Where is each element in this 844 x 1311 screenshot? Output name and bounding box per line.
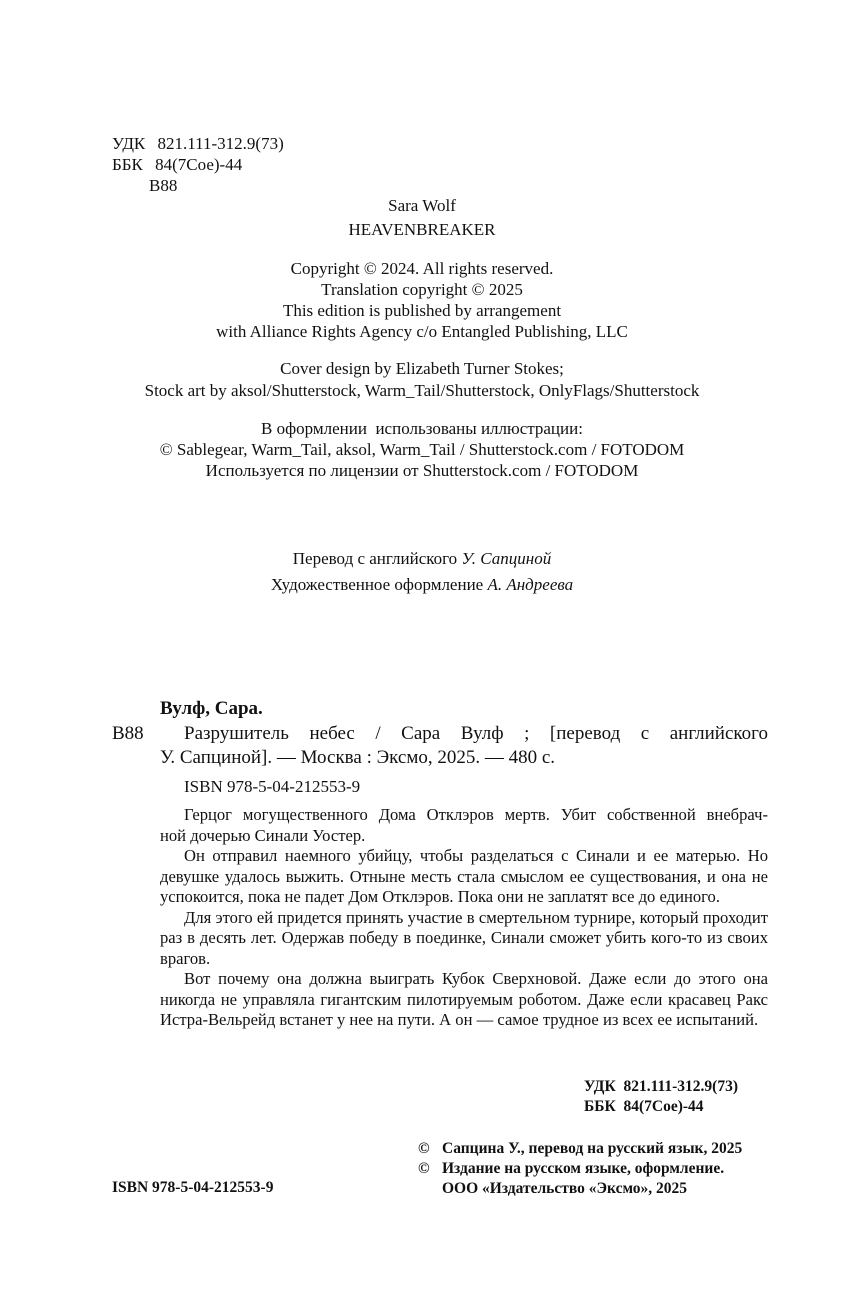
designer-name: А. Андреева — [487, 575, 574, 594]
catalog-entry-line2: У. Сапциной]. — Москва : Эксмо, 2025. — 480 с. — [160, 747, 556, 768]
original-author: Sara Wolf — [388, 196, 456, 215]
annotation-line: ной дочерью Синали Уостер. — [160, 825, 366, 845]
rights-line: Copyright © 2024. All rights reserved. — [290, 259, 554, 278]
footer-copyright-row — [418, 1159, 742, 1179]
catalog-heading: Вулф, Сара. — [160, 698, 263, 719]
rights-line: This edition is published by arrangement — [282, 301, 562, 320]
udk-row — [112, 133, 284, 154]
annotation-line: Герцог могущественного Дома Отклэров мертв. Убит собственной внебрач- — [184, 805, 768, 824]
annotation-paragraph: Он отправил наемного убийцу, чтобы разделаться с Синали и ее матерью. Но девушке удалось выжить. Отныне месть стала смыслом ее существования, и она не успокоится, пока не падет Дом Отклэров. Пока они не заплатят все до единого. — [160, 846, 768, 906]
bbk-row — [112, 154, 284, 175]
udk-label: УДК — [112, 134, 146, 153]
rights-block — [0, 258, 844, 342]
annotation — [160, 805, 768, 1031]
cover-block — [0, 358, 844, 401]
cover-line: Stock art by aksol/Shutterstock, Warm_Tail/Shutterstock, OnlyFlags/Shutterstock — [144, 381, 700, 400]
annotation-paragraph — [160, 805, 768, 846]
bbk-label: ББК — [112, 155, 143, 174]
translation-credit — [0, 548, 844, 569]
footer-copyright-row — [418, 1179, 742, 1199]
design-credit — [0, 574, 844, 595]
copyright-symbol: © — [418, 1160, 430, 1177]
copyright-text: Издание на русском языке, оформление. — [442, 1160, 725, 1177]
author-sign-text: В88 — [149, 176, 178, 195]
original-title: HEAVENBREAKER — [348, 220, 496, 239]
footer-bbk: ББК 84(7Сое)-44 — [584, 1098, 704, 1115]
footer-classification — [584, 1077, 738, 1117]
copyright-text: Сапцина У., перевод на русский язык, 2025 — [442, 1140, 743, 1157]
illustrations-block — [0, 418, 844, 481]
footer-udk: УДК 821.111-312.9(73) — [584, 1078, 738, 1095]
design-prefix: Художественное оформление — [270, 575, 488, 594]
author-sign — [112, 175, 284, 196]
footer-isbn: ISBN 978-5-04-212553-9 — [112, 1179, 274, 1196]
annotation-paragraph: Для этого ей придется принять участие в смертельном турнире, который проходит раз в десять лет. Одержав победу в поединке, Синали сможет убить кого-то из своих врагов. — [160, 907, 768, 968]
rights-line: with Alliance Rights Agency c/o Entangled Publishing, LLC — [216, 322, 628, 341]
catalog-entry — [160, 722, 768, 770]
translator-name: У. Сапциной — [461, 549, 552, 568]
rights-line: Translation copyright © 2025 — [321, 280, 523, 299]
translation-prefix: Перевод с английского — [292, 549, 462, 568]
footer-copyrights — [418, 1139, 742, 1199]
cover-line: Cover design by Elizabeth Turner Stokes; — [280, 359, 564, 378]
illustrations-line: © Sablegear, Warm_Tail, aksol, Warm_Tail / Shutterstock.com / FOTODOM — [159, 440, 685, 459]
annotation-paragraph: Вот почему она должна выиграть Кубок Сверхновой. Даже если до этого она никогда не управляла гигантским пилотируемым роботом. Даже если красавец Ракс Истра-Вельрейд встанет у нее на пути. А он — самое трудное из всех ее испытаний. — [160, 969, 768, 1029]
classification-block — [112, 133, 284, 196]
copyright-text: ООО «Издательство «Эксмо», 2025 — [442, 1180, 688, 1197]
catalog-isbn: ISBN 978-5-04-212553-9 — [184, 777, 361, 796]
catalog-sign: В88 — [112, 723, 144, 744]
catalog-entry-line1: Разрушитель небес / Сара Вулф ; [перевод с английского — [184, 723, 768, 744]
illustrations-line: Используется по лицензии от Shutterstock.com / FOTODOM — [205, 461, 639, 480]
footer-copyright-row — [418, 1139, 742, 1159]
udk-value: 821.111-312.9(73) — [157, 134, 284, 153]
copyright-symbol: © — [418, 1140, 430, 1157]
bbk-value: 84(7Сое)-44 — [155, 155, 243, 174]
illustrations-line: В оформлении использованы иллюстрации: — [261, 419, 583, 438]
